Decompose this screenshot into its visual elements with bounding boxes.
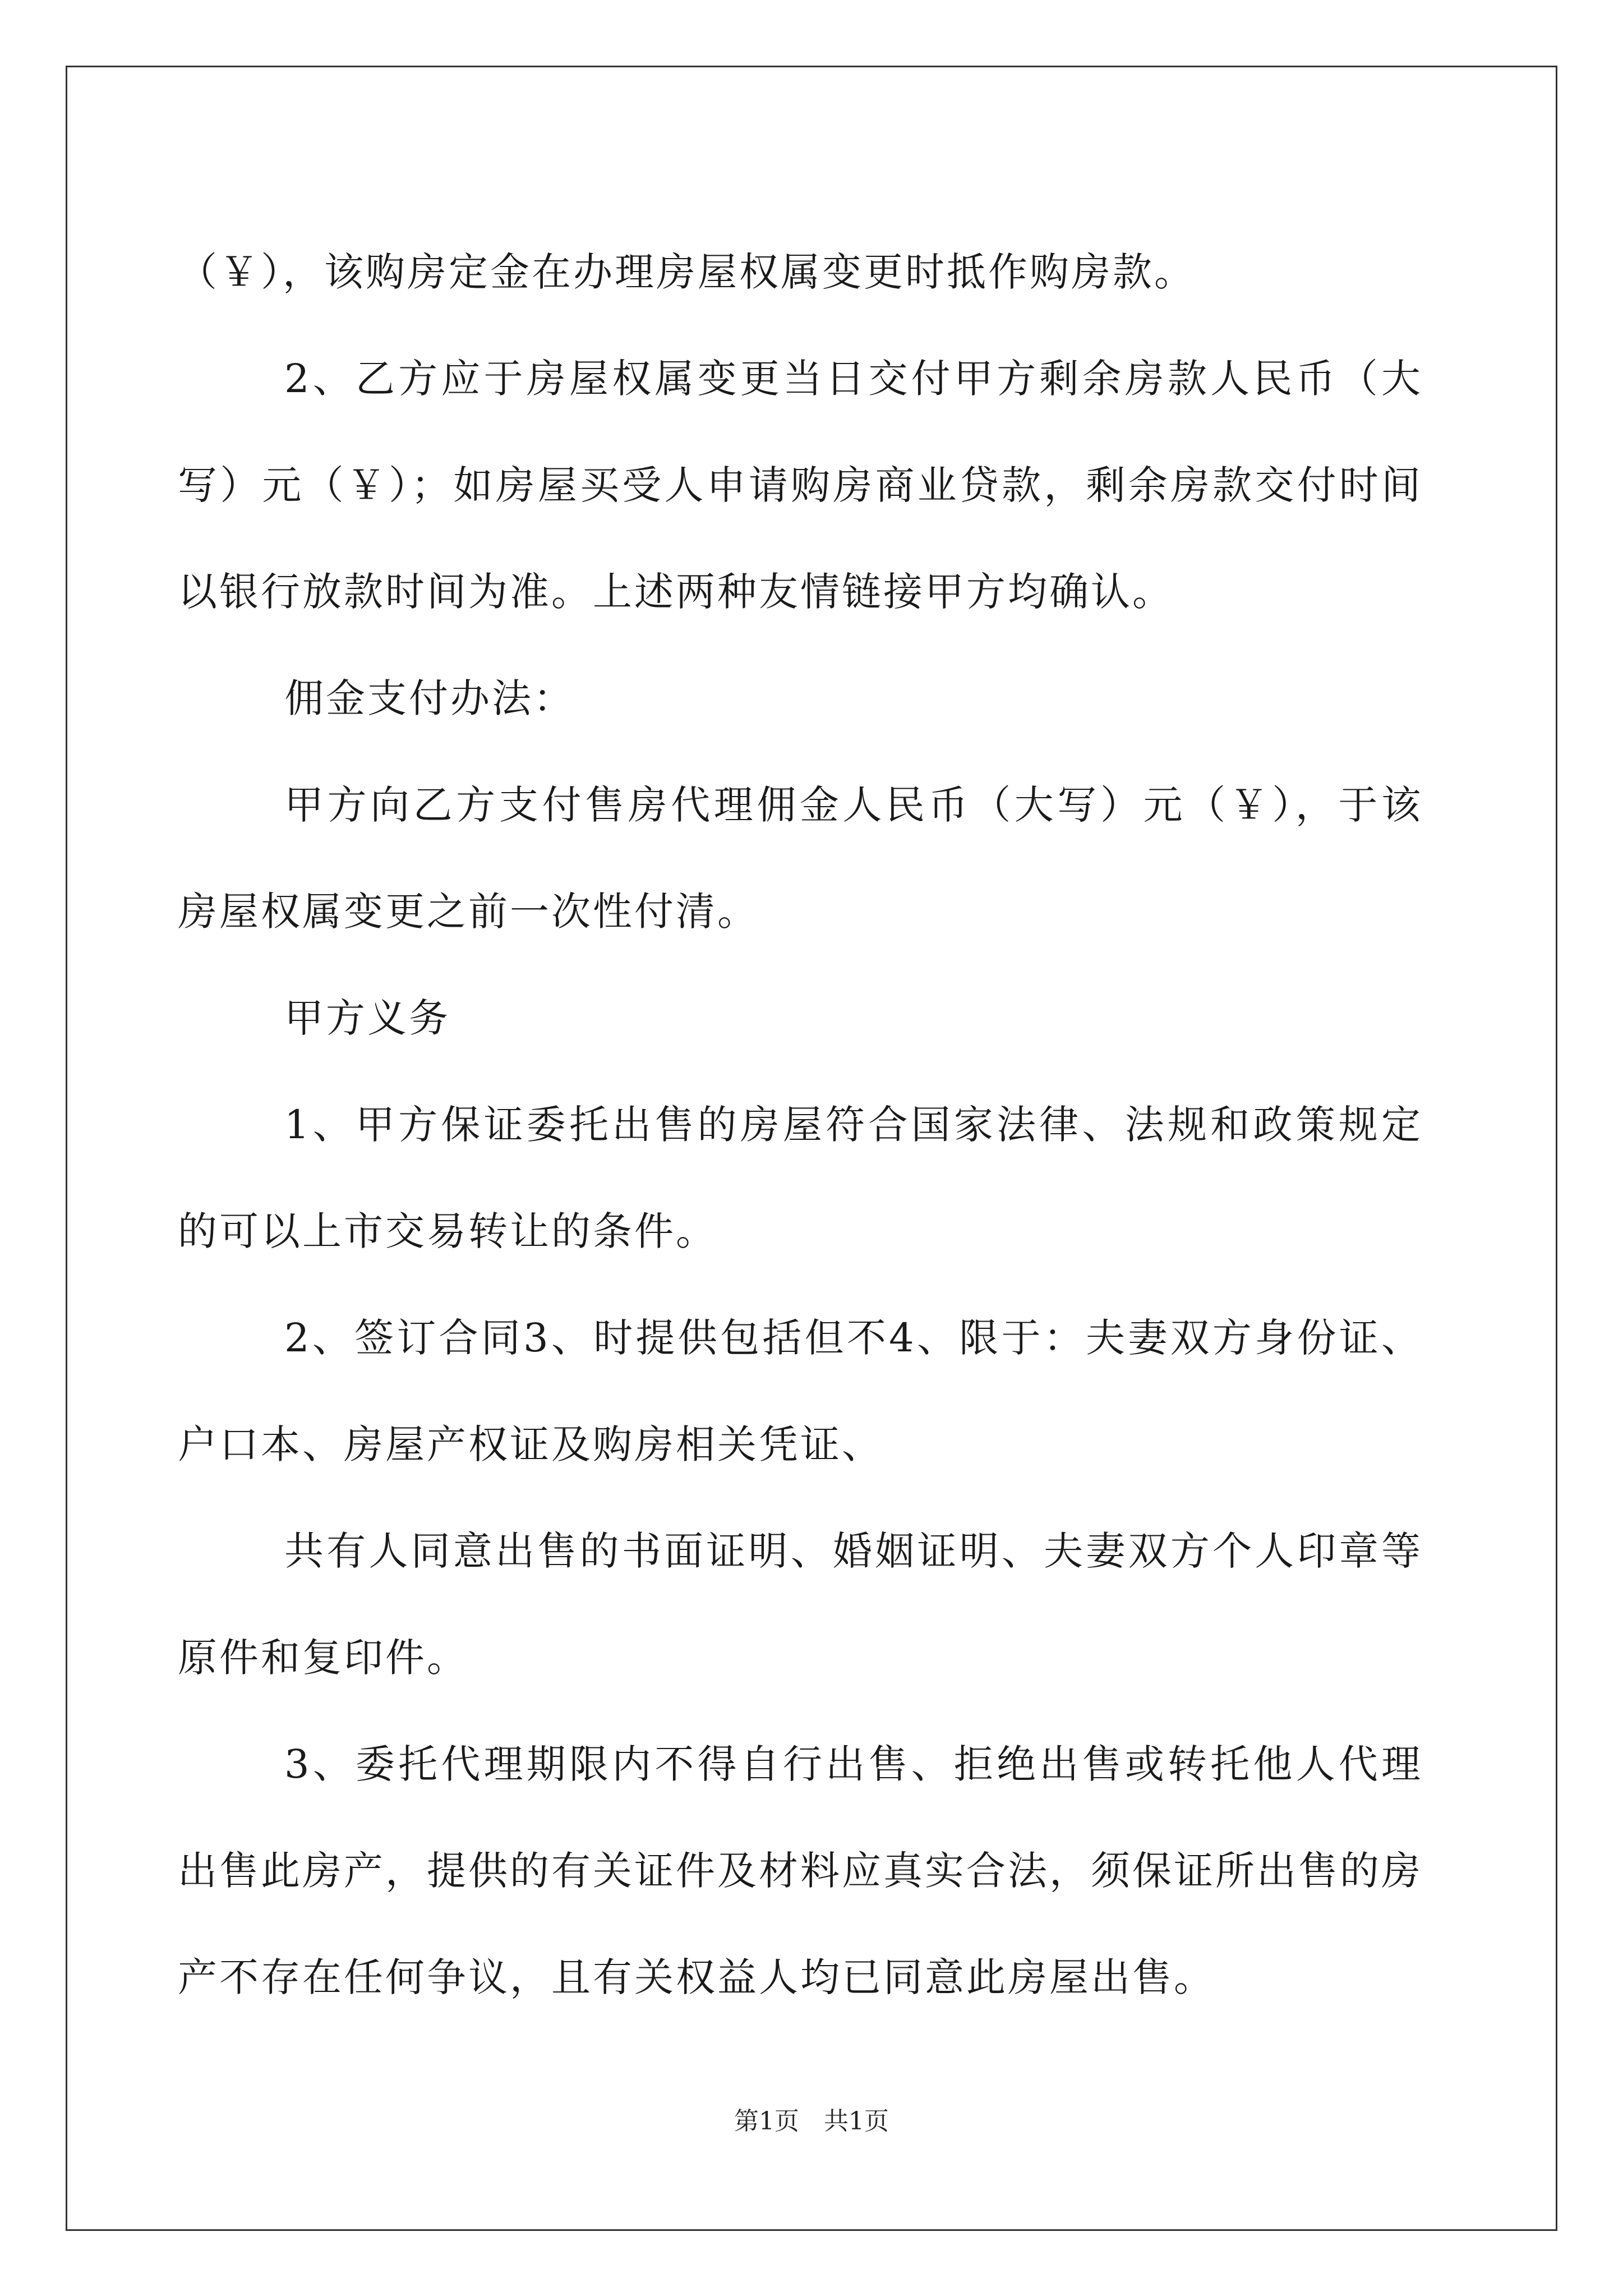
paragraph-3: 佣金支付办法： — [284, 675, 575, 721]
paragraph-2: 2、乙方应于房屋权属变更当日交付甲方剩余房款人民币（大写）元（￥）；如房屋买受人申请购房商业贷款，剩余房款交付时间以银行放款时间为准。上述两种友情链接甲方均确认。 — [178, 356, 1423, 615]
paragraph-1: （￥），该购房定金在办理房屋权属变更时抵作购房款。 — [178, 249, 1196, 295]
paragraph-7: 2、签订合同3、时提供包括但不4、限于：夫妻双方身份证、户口本、房屋产权证及购房相关凭证、 — [178, 1315, 1423, 1467]
paragraph-9: 3、委托代理期限内不得自行出售、拒绝出售或转托他人代理出售此房产，提供的有关证件及材料应真实合法，须保证所出售的房产不存在任何争议，且有关权益人均已同意此房屋出售。 — [178, 1741, 1423, 2000]
page-number-footer: 第1页 共1页 — [734, 2107, 889, 2136]
paragraph-8: 共有人同意出售的书面证明、婚姻证明、夫妻双方个人印章等原件和复印件。 — [178, 1528, 1423, 1681]
document-body — [178, 219, 1423, 2031]
paragraph-6: 1、甲方保证委托出售的房屋符合国家法律、法规和政策规定的可以上市交易转让的条件。 — [178, 1102, 1423, 1254]
paragraph-4: 甲方向乙方支付售房代理佣金人民币（大写）元（￥），于该房屋权属变更之前一次性付清。 — [178, 782, 1423, 935]
paragraph-5: 甲方义务 — [284, 995, 450, 1041]
